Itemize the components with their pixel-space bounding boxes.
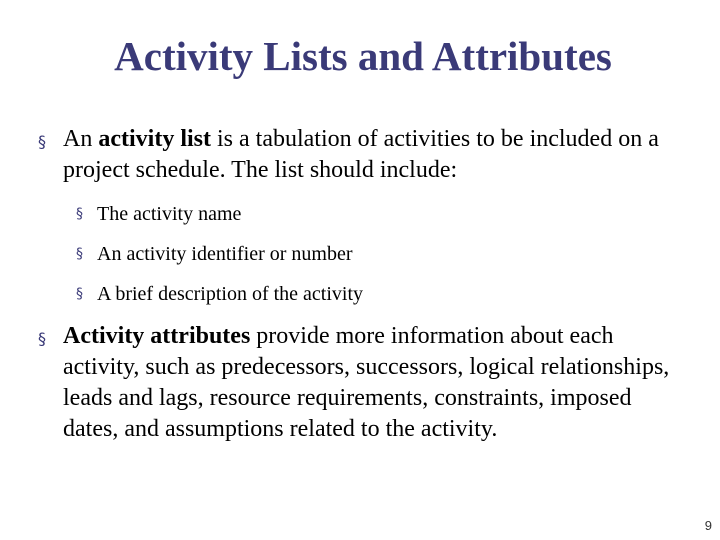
bullet-text-post: provide more information about each activity, such as predecessors, successors, logical relationships, leads and lags, resource requirements, constraints, imposed dates, and assumptions related to the activity. [63, 323, 670, 442]
sub-bullet-activity-description [76, 281, 697, 307]
slide-title: Activity Lists and Attributes [114, 33, 612, 79]
sub-bullet-activity-name [76, 201, 697, 227]
bullet-text-post: is a tabulation of activities to be included on a project schedule. The list should include: [63, 126, 659, 183]
square-bullet-icon: § [38, 329, 46, 348]
sub-bullet-activity-identifier [76, 241, 697, 267]
bullet-text-pre: An [63, 126, 99, 152]
page-number: 9 [704, 518, 712, 533]
bullet-text-bold: Activity attributes [63, 323, 251, 349]
square-bullet-icon: § [76, 246, 83, 262]
square-bullet-icon: § [38, 132, 46, 151]
bullet-activity-list [38, 124, 703, 186]
sub-bullet-text: An activity identifier or number [97, 243, 353, 265]
bullet-text-bold: activity list [98, 126, 211, 152]
square-bullet-icon: § [76, 206, 83, 222]
sub-bullet-text: A brief description of the activity [97, 283, 364, 305]
sub-bullet-text: The activity name [97, 203, 242, 225]
square-bullet-icon: § [76, 286, 83, 302]
bullet-activity-attributes [38, 321, 673, 445]
